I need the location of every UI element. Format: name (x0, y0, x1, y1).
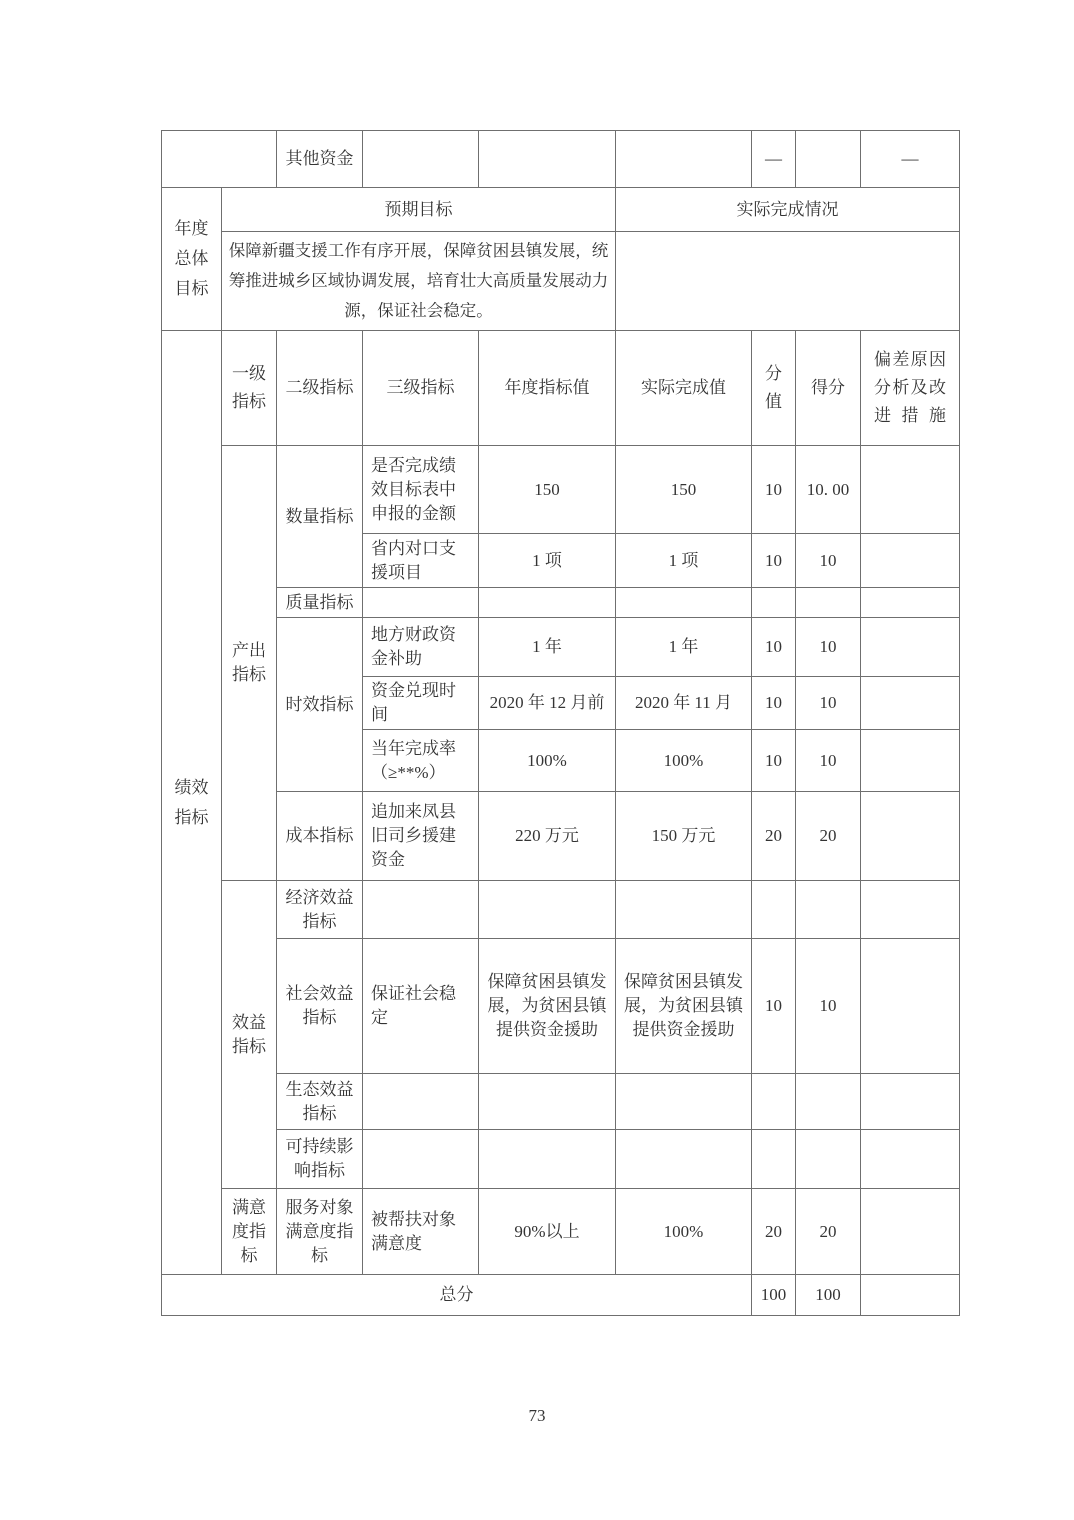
annual-value-cell (479, 1074, 616, 1130)
score-cell: 10. 00 (796, 446, 861, 534)
table-row (162, 939, 960, 1074)
score-cell: 20 (796, 792, 861, 881)
points-cell: 10 (752, 618, 796, 677)
score-cell (796, 881, 861, 939)
annual-value-cell: 1 项 (479, 534, 616, 588)
annual-goal-label-cell: 年度总体目标 (162, 188, 222, 331)
l3-cell: 保证社会稳定 (363, 939, 479, 1074)
table-row (162, 881, 960, 939)
carryover-row (162, 131, 960, 188)
deviation-cell (861, 1130, 960, 1189)
actual-value-cell: 1 项 (616, 534, 752, 588)
actual-value-cell: 100% (616, 730, 752, 792)
deviation-cell (861, 618, 960, 677)
other-funds-extra-cell (616, 131, 752, 188)
score-cell: 20 (796, 1189, 861, 1275)
annual-value-cell (479, 881, 616, 939)
quantity-indicator-label-cell: 数量指标 (277, 446, 363, 588)
points-cell: 10 (752, 446, 796, 534)
performance-indicator-table (161, 130, 960, 1316)
deviation-cell (861, 730, 960, 792)
points-cell: 10 (752, 939, 796, 1074)
annual-value-cell: 150 (479, 446, 616, 534)
indicator-header-row (162, 331, 960, 446)
annual-value-header-cell: 年度指标值 (479, 331, 616, 446)
page-number: 73 (528, 1406, 546, 1425)
points-cell: 20 (752, 792, 796, 881)
actual-completion-header-cell: 实际完成情况 (616, 188, 960, 232)
annual-value-cell: 100% (479, 730, 616, 792)
deviation-cell (861, 939, 960, 1074)
actual-value-cell: 100% (616, 1189, 752, 1275)
total-label-cell: 总分 (162, 1275, 752, 1316)
quality-indicator-label-cell: 质量指标 (277, 588, 363, 618)
score-cell: 10 (796, 618, 861, 677)
annual-value-cell: 2020 年 12 月前 (479, 677, 616, 730)
table-row (162, 1130, 960, 1189)
social-benefit-label-cell: 社会效益指标 (277, 939, 363, 1074)
points-cell (752, 1074, 796, 1130)
annual-value-cell: 1 年 (479, 618, 616, 677)
table-row (162, 588, 960, 618)
timeliness-indicator-label-cell: 时效指标 (277, 618, 363, 792)
points-cell: 10 (752, 677, 796, 730)
table-row (162, 446, 960, 534)
points-dash-cell: — (752, 131, 796, 188)
score-cell: 10 (796, 534, 861, 588)
other-funds-budget-cell (363, 131, 479, 188)
annual-goal-content-row (162, 232, 960, 331)
table-row (162, 1074, 960, 1130)
total-row (162, 1275, 960, 1316)
deviation-cell (861, 677, 960, 730)
actual-value-cell: 150 万元 (616, 792, 752, 881)
score-cell (796, 588, 861, 618)
actual-value-cell (616, 881, 752, 939)
points-cell: 10 (752, 730, 796, 792)
deviation-dash-cell: — (861, 131, 960, 188)
benefit-indicator-label-cell: 效益指标 (222, 881, 277, 1189)
deviation-cell (861, 881, 960, 939)
annual-value-cell (479, 588, 616, 618)
deviation-header-cell: 偏差原因分析及改进措施 (861, 331, 960, 446)
other-funds-label-cell: 其他资金 (277, 131, 363, 188)
l3-cell (363, 881, 479, 939)
economic-benefit-label-cell: 经济效益指标 (277, 881, 363, 939)
points-header-cell: 分值 (752, 331, 796, 446)
actual-completion-text-cell (616, 232, 960, 331)
deviation-cell (861, 588, 960, 618)
actual-value-cell: 保障贫困县镇发展，为贫困县镇提供资金援助 (616, 939, 752, 1074)
points-cell (752, 588, 796, 618)
annual-value-cell: 90%以上 (479, 1189, 616, 1275)
l3-cell: 是否完成绩效目标表中申报的金额 (363, 446, 479, 534)
carryover-empty-cell (162, 131, 277, 188)
satisfaction-indicator-label-cell: 满意度指标 (222, 1189, 277, 1275)
annual-goal-header-row (162, 188, 960, 232)
score-header-cell: 得分 (796, 331, 861, 446)
points-cell: 20 (752, 1189, 796, 1275)
points-cell: 10 (752, 534, 796, 588)
level2-header-cell: 二级指标 (277, 331, 363, 446)
actual-value-cell (616, 1074, 752, 1130)
total-points-cell: 100 (752, 1275, 796, 1316)
other-funds-actual-cell (479, 131, 616, 188)
l3-cell: 被帮扶对象满意度 (363, 1189, 479, 1275)
annual-value-cell: 220 万元 (479, 792, 616, 881)
output-indicator-label-cell: 产出指标 (222, 446, 277, 881)
annual-value-cell: 保障贫困县镇发展，为贫困县镇提供资金援助 (479, 939, 616, 1074)
expected-goal-text-cell: 保障新疆支援工作有序开展，保障贫困县镇发展，统筹推进城乡区域协调发展，培育壮大高质量发展动力源，保证社会稳定。 (222, 232, 616, 331)
table-row (162, 792, 960, 881)
points-cell (752, 881, 796, 939)
service-target-satisfaction-label-cell: 服务对象满意度指标 (277, 1189, 363, 1275)
l3-cell (363, 588, 479, 618)
actual-value-header-cell: 实际完成值 (616, 331, 752, 446)
deviation-cell (861, 792, 960, 881)
deviation-cell (861, 1189, 960, 1275)
total-deviation-cell (861, 1275, 960, 1316)
sustainability-label-cell: 可持续影响指标 (277, 1130, 363, 1189)
annual-value-cell (479, 1130, 616, 1189)
l3-cell: 追加来凤县旧司乡援建资金 (363, 792, 479, 881)
deviation-cell (861, 446, 960, 534)
deviation-cell (861, 534, 960, 588)
l3-cell: 地方财政资金补助 (363, 618, 479, 677)
l3-cell: 省内对口支援项目 (363, 534, 479, 588)
actual-value-cell (616, 1130, 752, 1189)
l3-cell: 资金兑现时间 (363, 677, 479, 730)
l3-cell (363, 1130, 479, 1189)
points-cell (752, 1130, 796, 1189)
score-cell (796, 1130, 861, 1189)
table-row (162, 618, 960, 677)
expected-goal-header-cell: 预期目标 (222, 188, 616, 232)
score-cell: 10 (796, 939, 861, 1074)
score-empty-cell (796, 131, 861, 188)
deviation-cell (861, 1074, 960, 1130)
total-score-cell: 100 (796, 1275, 861, 1316)
actual-value-cell: 150 (616, 446, 752, 534)
level1-header-cell: 一级指标 (222, 331, 277, 446)
score-cell: 10 (796, 677, 861, 730)
actual-value-cell: 2020 年 11 月 (616, 677, 752, 730)
l3-cell: 当年完成率（≥**%） (363, 730, 479, 792)
score-cell (796, 1074, 861, 1130)
actual-value-cell (616, 588, 752, 618)
performance-indicator-label-cell: 绩效指标 (162, 331, 222, 1275)
ecological-benefit-label-cell: 生态效益指标 (277, 1074, 363, 1130)
actual-value-cell: 1 年 (616, 618, 752, 677)
score-cell: 10 (796, 730, 861, 792)
level3-header-cell: 三级指标 (363, 331, 479, 446)
table-row (162, 1189, 960, 1275)
cost-indicator-label-cell: 成本指标 (277, 792, 363, 881)
l3-cell (363, 1074, 479, 1130)
